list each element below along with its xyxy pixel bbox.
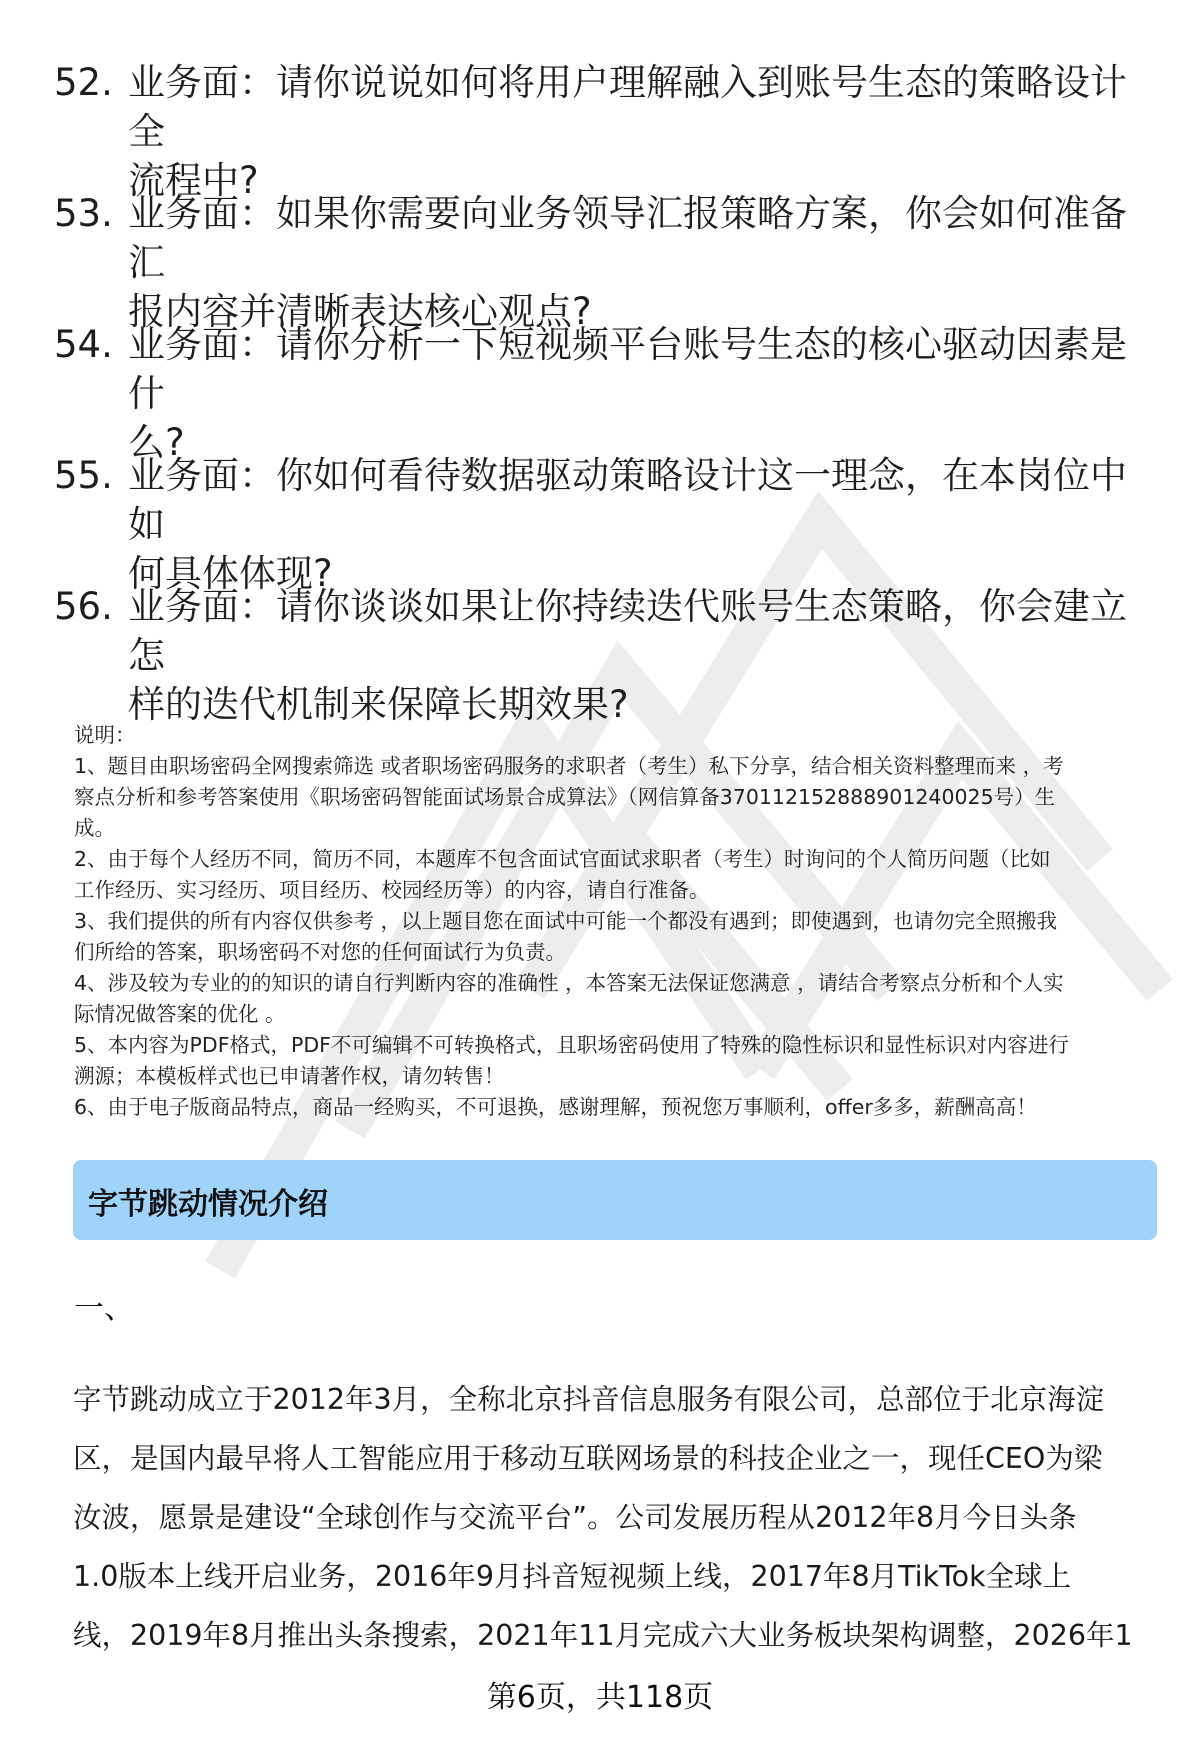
disclaimer-notes [74,720,1164,1123]
question-number: 55. [54,454,113,497]
notes-heading: 说明： [74,723,136,747]
section-header-band [73,1160,1157,1240]
body-line: 区，是国内最早将人工智能应用于移动互联网场景的科技企业之一，现任CEO为梁 [73,1442,1103,1475]
notes-line: 3、我们提供的所有内容仅供参考 ，以上题目您在面试中可能一个都没有遇到；即使遇到，也请勿完全照搬我 [74,909,1058,933]
question-text: 业务面：请你谈谈如果让你持续迭代账号生态策略，你会建立怎 样的迭代机制来保障长期效果? [128,585,1127,726]
section-body [73,1370,1168,1665]
question-number: 53. [54,192,113,235]
notes-line: 工作经历、实习经历、项目经历、校园经历等）的内容，请自行准备。 [74,878,710,902]
question-54 [54,320,1154,467]
question-text: 业务面：如果你需要向业务领导汇报策略方案，你会如何准备汇 报内容并清晰表达核心观点? [128,192,1127,333]
notes-line: 2、由于每个人经历不同，简历不同，本题库不包含面试官面试求职者（考生）时询问的个人简历问题（比如 [74,847,1051,871]
notes-line: 溯源；本模板样式也已申请著作权，请勿转售！ [74,1064,505,1088]
question-52 [54,58,1154,205]
section-title: 字节跳动情况介绍 [88,1187,328,1222]
section-subheading: 一、 [74,1291,134,1326]
question-text: 业务面：请你分析一下短视频平台账号生态的核心驱动因素是什 么? [128,323,1127,464]
question-number: 56. [54,585,113,628]
question-53 [54,189,1154,336]
notes-line: 1、题目由职场密码全网搜索筛选 或者职场密码服务的求职者（考生）私下分享，结合相关资料整理而来 ，考 [74,754,1064,778]
notes-line: 们所给的答案，职场密码不对您的任何面试行为负责。 [74,940,566,964]
question-number: 54. [54,323,113,366]
body-line: 汝波，愿景是建设“全球创作与交流平台”。公司发展历程从2012年8月今日头条 [73,1501,1077,1534]
notes-line: 6、由于电子版商品特点，商品一经购买，不可退换，感谢理解，预祝您万事顺利，offer多多，薪酬高高！ [74,1095,1037,1119]
question-number: 52. [54,61,113,104]
notes-line: 察点分析和参考答案使用《职场密码智能面试场景合成算法》（网信算备370112152888901240025号）生 [74,785,1056,809]
notes-line: 成。 [74,816,115,840]
question-text: 业务面：你如何看待数据驱动策略设计这一理念，在本岗位中如 何具体体现? [128,454,1127,595]
page-number: 第6页，共118页 [486,1680,714,1715]
body-line: 线，2019年8月推出头条搜索，2021年11月完成六大业务板块架构调整，2026年1 [73,1619,1133,1652]
notes-line: 4、涉及较为专业的的知识的请自行判断内容的准确性 ，本答案无法保证您满意 ，请结合考察点分析和个人实 [74,971,1064,995]
notes-line: 际情况做答案的优化 。 [74,1002,286,1026]
notes-line: 5、本内容为PDF格式，PDF不可编辑不可转换格式，且职场密码使用了特殊的隐性标识和显性标识对内容进行 [74,1033,1069,1057]
body-line: 字节跳动成立于2012年3月，全称北京抖音信息服务有限公司，总部位于北京海淀 [73,1383,1105,1416]
question-56 [54,582,1154,729]
question-text: 业务面：请你说说如何将用户理解融入到账号生态的策略设计全 流程中? [128,61,1127,202]
body-line: 1.0版本上线开启业务，2016年9月抖音短视频上线，2017年8月TikTok全球上 [73,1560,1072,1593]
question-55 [54,451,1154,598]
